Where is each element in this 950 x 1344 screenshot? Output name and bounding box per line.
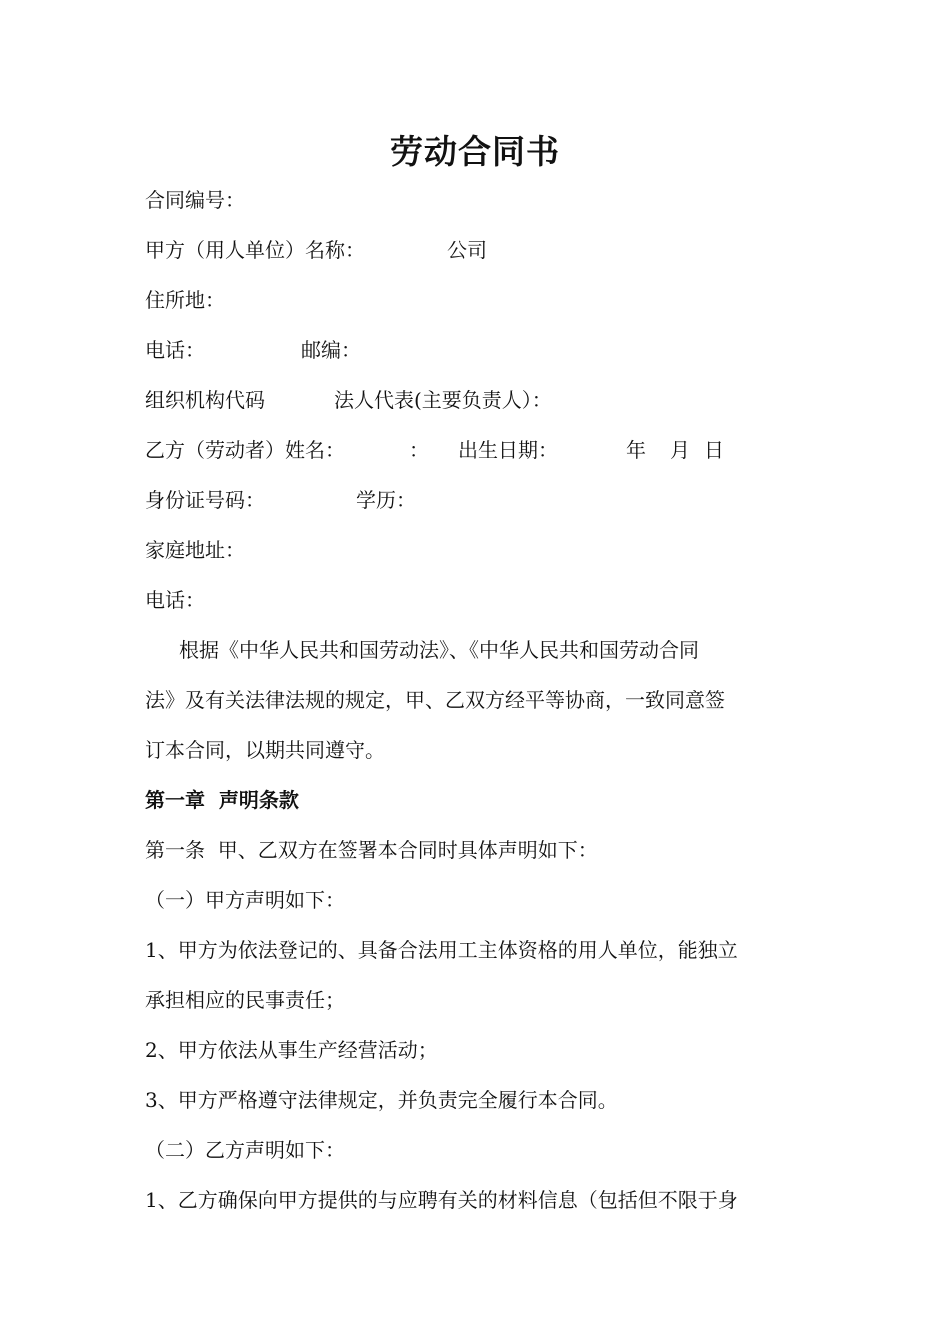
party-a-name-label: 甲方（用人单位）名称： [145, 238, 365, 262]
id-number-label: 身份证号码： [145, 488, 265, 512]
contract-number-label: 合同编号： [145, 188, 245, 212]
section-b-item-1: 1、乙方确保向甲方提供的与应聘有关的材料信息（包括但不限于身 [145, 1188, 738, 1212]
preamble-line-3: 订本合同，以期共同遵守。 [145, 738, 385, 762]
birth-day-label: 日 [704, 438, 724, 462]
party-a-address-label: 住所地： [145, 288, 225, 312]
section-a-item-3: 3、甲方严格遵守法律规定，并负责完全履行本合同。 [145, 1088, 618, 1112]
legal-rep-label: 法人代表(主要负责人）： [334, 388, 552, 412]
birth-date-label: 出生日期： [458, 438, 558, 462]
home-address-label: 家庭地址： [145, 538, 245, 562]
education-label: 学历： [356, 488, 416, 512]
party-b-name-label: 乙方（劳动者）姓名： [145, 438, 345, 462]
document-title: 劳动合同书 [390, 132, 560, 171]
birth-month-label: 月 [670, 438, 690, 462]
article-1-text: 第一条 甲、乙双方在签署本合同时具体声明如下： [145, 838, 598, 862]
preamble-line-2: 法》及有关法律法规的规定，甲、乙双方经平等协商，一致同意签 [145, 688, 725, 712]
section-a-heading: （一）甲方声明如下： [145, 888, 345, 912]
section-a-item-1-cont: 承担相应的民事责任； [145, 988, 345, 1012]
section-a-item-2: 2、甲方依法从事生产经营活动； [145, 1038, 438, 1062]
chapter-1-heading: 第一章 声明条款 [145, 788, 299, 812]
section-a-item-1: 1、甲方为依法登记的、具备合法用工主体资格的用人单位，能独立 [145, 938, 738, 962]
birth-year-label: 年 [626, 438, 646, 462]
preamble-line-1: 根据《中华人民共和国劳动法》、《中华人民共和国劳动合同 [179, 638, 699, 662]
party-b-colon: ： [409, 438, 429, 462]
org-code-label: 组织机构代码 [145, 388, 265, 412]
party-a-name-suffix: 公司 [447, 238, 487, 262]
party-a-phone-label: 电话： [145, 338, 205, 362]
section-b-heading: （二）乙方声明如下： [145, 1138, 345, 1162]
party-b-phone-label: 电话： [145, 588, 205, 612]
party-a-postcode-label: 邮编： [301, 338, 361, 362]
